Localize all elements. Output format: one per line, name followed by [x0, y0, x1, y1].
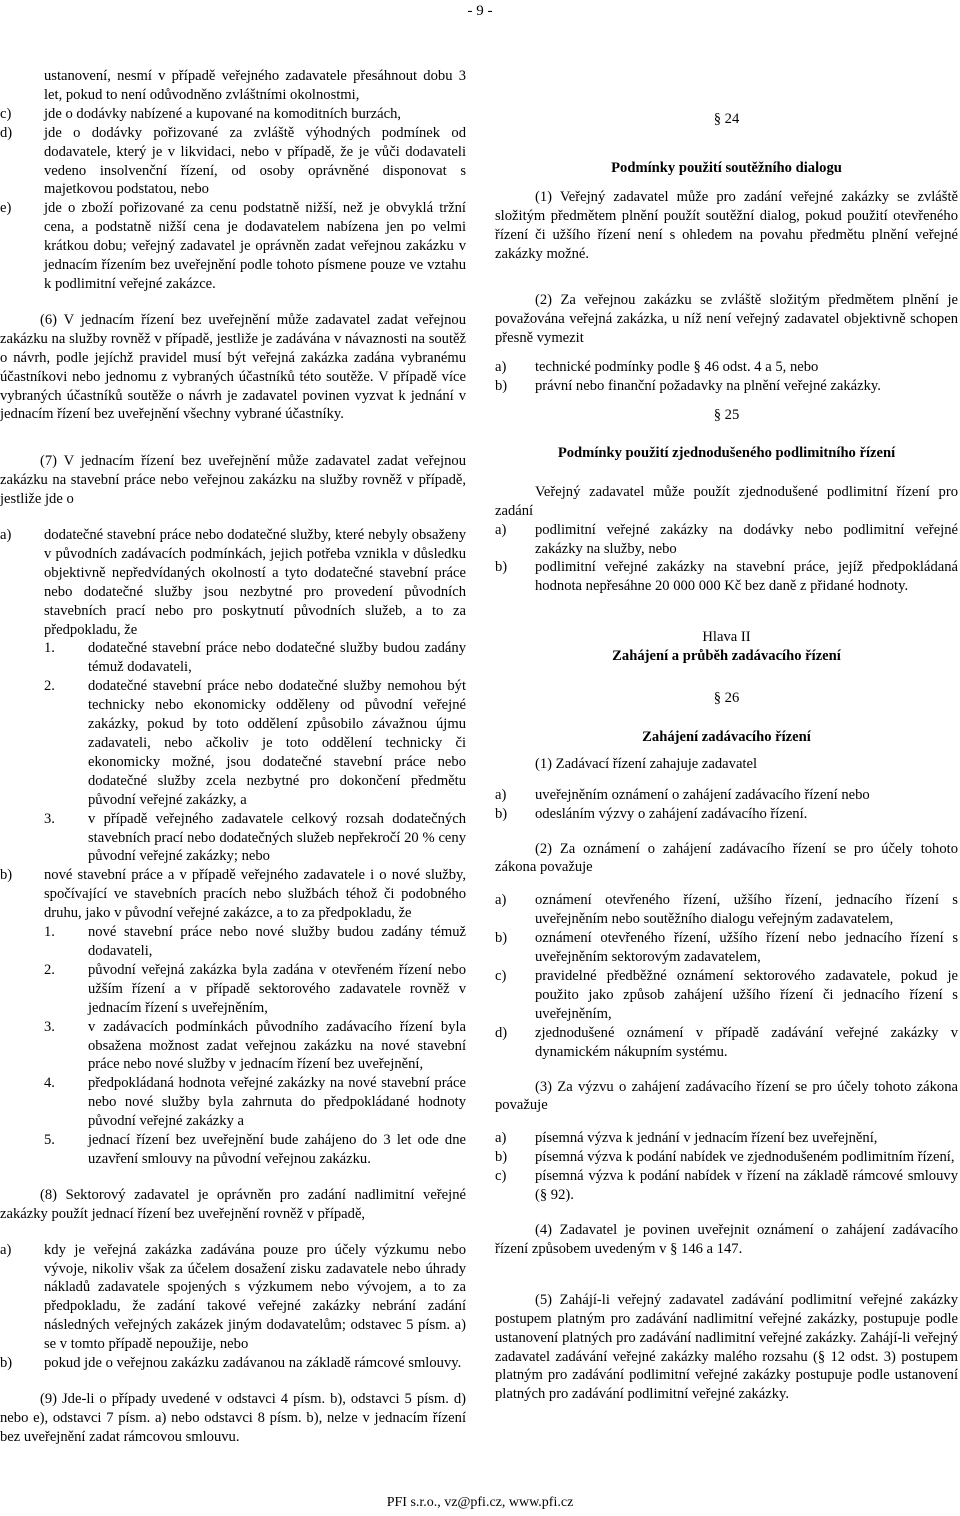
- section-26-p2-item-c: c) pravidelné předběžné oznámení sektorového zadavatele, pokud je použito jako způsob zahájení užšího řízení či jednacího řízení s uveřejněním,: [495, 968, 958, 1022]
- section-24-item-b: b) právní nebo finanční požadavky na plnění veřejné zakázky.: [495, 378, 881, 395]
- item-d: d) jde o dodávky pořizované za zvláště výhodných podmínek od dodavatele, který je v likvidaci, nebo v případě, že je vůči dodavateli vedeno insolvenční řízení, od osoby oprávněné disponovat s majetkovou podstatou, nebo: [0, 124, 466, 198]
- sub-item-7a-2: 2. dodatečné stavební práce nebo dodatečné služby nemohou být technicky nebo ekonomicky odděleny od původní veřejné zakázky, pokud by toto oddělení způsobilo závažnou újmu zadavateli, nebo ačkoliv je toto oddělení technicky či ekonomicky možné, jsou dodatečné stavební práce nebo dodatečné služby zcela nezbytné pro dokončení předmětu původní veřejné zakázky, a: [44, 678, 466, 808]
- sub-item-7b-3: 3. v zadávacích podmínkách původního zadávacího řízení byla obsažena možnost zadat veřejnou zakázku na nové stavební práce nebo nové služby v jednacím řízení bez uveřejnění,: [44, 1018, 466, 1073]
- section-26-p3-item-c: c) písemná výzva k podání nabídek v řízení na základě rámcové smlouvy (§ 92).: [495, 1168, 958, 1204]
- section-26-p2-item-b: b) oznámení otevřeného řízení, užšího řízení nebo jednacího řízení s uveřejněním sektorovým zadavatelem,: [495, 930, 958, 966]
- footer-contact: PFI s.r.o., vz@pfi.cz, www.pfi.cz: [386, 1495, 574, 1510]
- section-26-p3-item-b: b) písemná výzva k podání nabídek ve zjednodušeném podlimitním řízení,: [495, 1149, 955, 1166]
- section-26-paragraph-2: (2) Za oznámení o zahájení zadávacího řízení se pro účely tohoto zákona považuje: [495, 840, 958, 876]
- paragraph-9: (9) Jde-li o případy uvedené v odstavci 4 písm. b), odstavci 5 písm. d) nebo e), odstavci 7 písm. a) nebo odstavci 8 písm. b), nelze v jednacím řízení bez uveřejnění zadat rámcovou smlouvu.: [0, 1391, 466, 1445]
- section-25-item-b: b) podlimitní veřejné zakázky na stavební práce, jejíž předpokládaná hodnota nepřesáhne 20 000 000 Kč bez daně z přidané hodnoty.: [495, 559, 958, 595]
- item-8b: b) pokud jde o veřejnou zakázku zadávanou na základě rámcové smlouvy.: [0, 1355, 462, 1372]
- section-26-paragraph-3: (3) Za výzvu o zahájení zadávacího řízení se pro účely tohoto zákona považuje: [495, 1078, 958, 1114]
- sub-item-7b-4: 4. předpokládaná hodnota veřejné zakázky na nové stavební práce nebo nové služby byla zahrnuta do předpokládané hodnoty původní veřejné zakázky a: [44, 1075, 466, 1130]
- section-24-item-a: a) technické podmínky podle § 46 odst. 4 a 5, nebo: [495, 359, 819, 376]
- paragraph-6: (6) V jednacím řízení bez uveřejnění může zadavatel zadat veřejnou zakázku na služby rovněž v případě, jestliže je zadávána v návaznosti na soutěž o návrh, podle jejíchž pravidel musí být veřejná zakázka zadána vybranému účastníkovi nebo jednomu z vybraných účastníků této soutěže. V případě více vybraných účastníků soutěže o návrh je zadavatel povinen vyzvat k jednání v jednacím řízení bez uveřejnění všechny vybrané účastníky.: [0, 311, 466, 423]
- section-26-paragraph-5: (5) Zahájí-li veřejný zadavatel zadávání podlimitní veřejné zakázky postupem platným pro zadávání nadlimitní veřejné zakázky, postupuje podle ustanovení platných pro zadávání nadlimitní veřejné zakázky. Zahájí-li veřejný zadavatel zadávání veřejné zakázky malého rozsahu (§ 12 odst. 3) postupem platným pro zadávání podlimitní veřejné zakázky postupuje podle ustanovení platných pro zadávání podlimitní veřejné zakázky.: [495, 1291, 958, 1403]
- head-title: Zahájení a průběh zadávacího řízení: [612, 648, 841, 665]
- section-26-p1-item-a: a) uveřejněním oznámení o zahájení zadávacího řízení nebo: [495, 786, 870, 803]
- section-24-number: § 24: [713, 111, 740, 127]
- section-26-p3-item-a: a) písemná výzva k jednání v jednacím řízení bez uveřejnění,: [495, 1130, 878, 1147]
- sub-item-7a-3: 3. v případě veřejného zadavatele celkový rozsah dodatečných stavebních prací nebo dodatečných služeb nepřekročí 20 % ceny původní veřejné zakázky; nebo: [44, 810, 466, 865]
- section-25-number: § 25: [713, 406, 740, 423]
- section-24-paragraph-2: (2) Za veřejnou zakázku se zvláště složitým předmětem plnění je považována veřejná zakázka, u níž není veřejný zadavatel objektivně schopen přesně vymezit: [495, 292, 958, 347]
- item-7a: a) dodatečné stavební práce nebo dodatečné služby, které nebyly obsaženy v původních zadávacích podmínkách, jejich potřeba vznikla v důsledku objektivně nepředvídaných okolností a tyto dodatečné stavební práce nebo dodatečné služby jsou nezbytné pro provedení původních stavebních prací nebo pro poskytnutí původních služeb, a to za předpokladu, že 1. dodatečné stavební práce nebo dodatečné služby budou zadány témuž dodavateli, 2. dodatečné stavební práce nebo dodatečné služby nemohou být technicky nebo ekonomicky odděleny od původní veřejné zakázky, pokud by toto oddělení způsobilo závažnou újmu zadavateli, nebo ačkoliv je toto oddělení technicky či ekonomicky možné, jsou dodatečné stavební práce nebo dodatečné služby zcela nezbytné pro dokončení předmětu původní veřejné zakázky, a 3. v případě veřejného zadavatele celkový rozsah dodatečných stavebních prací nebo dodatečných služeb nepřekročí 20 % ceny původní veřejné zakázky; nebo: [0, 527, 466, 865]
- section-26-p1-item-b: b) odesláním výzvy o zahájení zadávacího řízení.: [495, 805, 808, 822]
- continuation-text: ustanovení, nesmí v případě veřejného zadavatele přesáhnout dobu 3 let, pokud to není odůvodněno zvláštními okolnostmi,: [44, 68, 466, 103]
- section-26-paragraph-1: (1) Zadávací řízení zahajuje zadavatel: [535, 755, 758, 772]
- section-26-paragraph-4: (4) Zadavatel je povinen uveřejnit oznámení o zahájení zadávacího řízení způsobem uvedeným v § 146 a 147.: [495, 1221, 958, 1257]
- section-24-title: Podmínky použití soutěžního dialogu: [611, 159, 842, 176]
- item-7b: b) nové stavební práce a v případě veřejného zadavatele i o nové služby, spočívající ve stavebních pracích nebo službách téhož či podobného druhu, jako v původní veřejné zakázce, a to za předpokladu, že 1. nové stavební práce nebo nové služby budou zadány témuž dodavateli, 2. původní veřejná zakázka byla zadána v otevřeném řízení nebo užším řízení a v případě sektorového zadavatele rovněž v jednacím řízení s uveřejněním, 3. v zadávacích podmínkách původního zadávacího řízení byla obsažena možnost zadat veřejnou zakázku na nové stavební práce nebo nové služby v jednacím řízení bez uveřejnění, 4. předpokládaná hodnota veřejné zakázky na nové stavební práce nebo nové služby byla zahrnuta do předpokládané hodnoty původní veřejné zakázky a 5. jednací řízení bez uveřejnění bude zahájeno do 3 let ode dne uzavření smlouvy na původní veřejnou zakázku.: [0, 867, 466, 1167]
- left-column: [0, 67, 466, 1447]
- section-24-paragraph-1: (1) Veřejný zadavatel může pro zadání veřejné zakázky se zvláště složitým předmětem plnění použít soutěžní dialog, pokud použití otevřeného řízení či užšího řízení není s ohledem na povahu předmětu plnění veřejné zakázky možné.: [495, 188, 958, 262]
- item-c: c) jde o dodávky nabízené a kupované na komoditních burzách,: [0, 105, 402, 122]
- section-26-p2-item-a: a) oznámení otevřeného řízení, užšího řízení, jednacího řízení s uveřejněním nebo soutěžního dialogu veřejným zadavatelem,: [495, 892, 958, 928]
- head-hlava: Hlava II: [702, 629, 751, 646]
- sub-item-7b-5: 5. jednací řízení bez uveřejnění bude zahájeno do 3 let ode dne uzavření smlouvy na původní veřejnou zakázku.: [44, 1132, 466, 1167]
- section-26-title: Zahájení zadávacího řízení: [642, 728, 811, 745]
- section-26-p2-item-d: d) zjednodušené oznámení v případě zadávání veřejné zakázky v dynamickém nákupním systému.: [495, 1024, 958, 1060]
- page-number: - 9 -: [467, 3, 493, 19]
- item-8a: a) kdy je veřejná zakázka zadávána pouze pro účely výzkumu nebo vývoje, nikoliv však za účelem dosažení zisku zadavatele nebo úhrady nákladů zadavatele spojených s výzkumem nebo vývojem, a to za předpokladu, že zadání takové veřejné zakázky nebrání zadání následných veřejných zakázek jiným dodavatelům; odstavec 5 písm. a) se v tomto případě nepoužije, nebo: [0, 1241, 466, 1353]
- paragraph-7: (7) V jednacím řízení bez uveřejnění může zadavatel zadat veřejnou zakázku na stavební práce nebo veřejnou zakázku na služby rovněž v případě, jestliže jde o: [0, 453, 466, 508]
- section-26-number: § 26: [713, 690, 740, 707]
- right-column: [495, 110, 958, 1404]
- sub-item-7b-2: 2. původní veřejná zakázka byla zadána v otevřeném řízení nebo užším řízení a v případě sektorového zadavatele rovněž v jednacím řízení s uveřejněním,: [44, 961, 466, 1016]
- paragraph-8: (8) Sektorový zadavatel je oprávněn pro zadání nadlimitní veřejné zakázky použít jednací řízení bez uveřejnění rovněž v případě,: [0, 1186, 466, 1222]
- sub-item-7b-1: 1. nové stavební práce nebo nové služby budou zadány témuž dodavateli,: [44, 924, 466, 959]
- section-25-item-a: a) podlimitní veřejné zakázky na dodávky nebo podlimitní veřejné zakázky na služby, nebo: [495, 521, 958, 557]
- section-25-paragraph: Veřejný zadavatel může použít zjednodušené podlimitní řízení pro zadání: [495, 483, 958, 519]
- item-e: e) jde o zboží pořizované za cenu podstatně nižší, než je obvyklá tržní cena, a podstatně nižší cena je dodavatelem nabízena jen po velmi krátkou dobu; veřejný zadavatel je oprávněn zadat veřejnou zakázku v jednacím řízením bez uveřejnění podle tohoto písmene pouze ve vztahu k podlimitní veřejné zakázce.: [0, 200, 466, 292]
- sub-item-7a-1: 1. dodatečné stavební práce nebo dodatečné služby budou zadány témuž dodavateli,: [44, 640, 466, 676]
- section-25-title: Podmínky použití zjednodušeného podlimitního řízení: [557, 444, 896, 461]
